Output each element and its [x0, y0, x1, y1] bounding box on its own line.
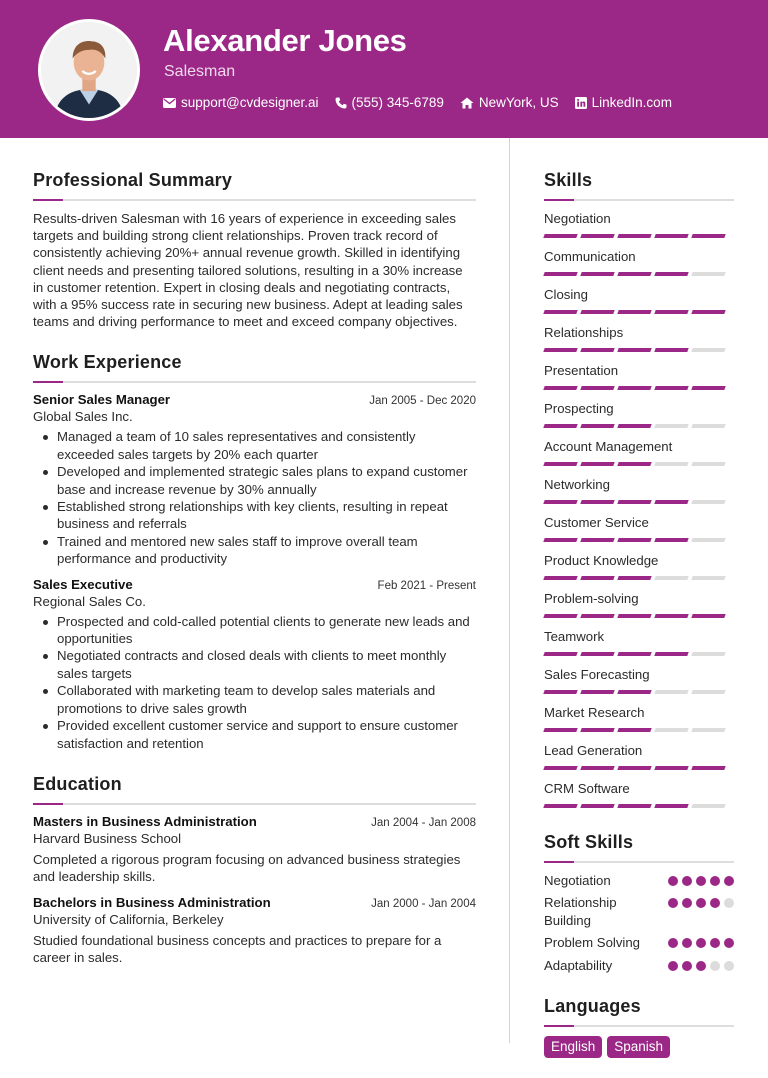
skill-level-segment [580, 766, 614, 770]
skill-level-segment [580, 234, 614, 238]
skill-level-bar [544, 348, 734, 356]
skill-level-segment [691, 424, 725, 428]
education-section [33, 774, 476, 967]
skill-name: Closing [544, 287, 588, 302]
contact-email[interactable] [163, 95, 319, 110]
skill-item [544, 362, 734, 394]
skill-name: Prospecting [544, 401, 614, 416]
summary-section [33, 170, 476, 330]
skill-level-segment [543, 424, 577, 428]
skill-level-segment [580, 348, 614, 352]
skill-level-segment [617, 538, 651, 542]
degree-title: Bachelors in Business Administration [33, 894, 271, 910]
section-title: Skills [544, 170, 593, 190]
soft-skill-name: Problem Solving [544, 935, 641, 951]
job-date: Jan 2005 - Dec 2020 [369, 395, 476, 408]
skill-name: Customer Service [544, 515, 649, 530]
header-banner [0, 0, 768, 138]
skill-level-segment [617, 500, 651, 504]
skill-level-segment [617, 272, 651, 276]
bullet-item: Managed a team of 10 sales representatives and consistently exceeded sales targets by 20% each quarter [33, 428, 476, 463]
job-header [33, 577, 476, 592]
skill-item [544, 704, 734, 736]
skill-item [544, 780, 734, 812]
soft-skill-item [544, 872, 734, 889]
profile-photo [38, 19, 140, 121]
skill-level-segment [691, 652, 725, 656]
contact-linkedin-text: LinkedIn.com [591, 95, 672, 110]
skill-level-segment [617, 462, 651, 466]
section-underline [33, 381, 476, 383]
rating-dot [668, 876, 678, 886]
soft-skill-rating [668, 872, 734, 886]
contact-phone-text: (555) 345-6789 [351, 95, 444, 110]
bullet-item: Prospected and cold-called potential clients to generate new leads and opportunities [33, 613, 476, 648]
skill-level-segment [691, 804, 725, 808]
bullet-item: Trained and mentored new sales staff to improve overall team performance and productivity [33, 533, 476, 568]
skill-level-segment [691, 690, 725, 694]
main-column [33, 170, 476, 967]
bullet-item: Provided excellent customer service and support to ensure customer satisfaction and retention [33, 717, 476, 752]
skill-level-segment [654, 462, 688, 466]
contact-location[interactable] [460, 95, 559, 110]
skill-item [544, 286, 734, 318]
skill-item [544, 590, 734, 622]
bullet-item: Collaborated with marketing team to develop sales materials and promotions to drive sales growth [33, 682, 476, 717]
skill-level-bar [544, 804, 734, 812]
skill-level-segment [543, 310, 577, 314]
education-entry [33, 814, 476, 886]
skill-level-segment [691, 310, 725, 314]
skill-level-segment [691, 462, 725, 466]
skill-level-segment [691, 500, 725, 504]
rating-dot [682, 876, 692, 886]
skill-level-segment [617, 690, 651, 694]
skill-name: Product Knowledge [544, 553, 659, 568]
skill-name: Relationships [544, 325, 624, 340]
skill-name: Market Research [544, 705, 645, 720]
home-icon [460, 97, 474, 109]
rating-dot [668, 961, 678, 971]
section-underline [544, 1025, 734, 1027]
envelope-icon [163, 98, 176, 108]
skill-level-segment [617, 310, 651, 314]
skill-level-segment [617, 348, 651, 352]
skill-level-segment [691, 766, 725, 770]
rating-dot [724, 961, 734, 971]
skill-level-segment [543, 386, 577, 390]
skill-level-segment [580, 538, 614, 542]
language-tag: Spanish [607, 1036, 670, 1058]
skill-level-segment [580, 728, 614, 732]
language-tag: English [544, 1036, 602, 1058]
soft-skill-item [544, 934, 734, 951]
skill-level-segment [617, 652, 651, 656]
skill-level-segment [543, 576, 577, 580]
bullet-item: Negotiated contracts and closed deals with clients to meet monthly sales targets [33, 647, 476, 682]
skill-item [544, 400, 734, 432]
skill-level-bar [544, 272, 734, 280]
sidebar-column [544, 170, 734, 1058]
skill-level-segment [580, 310, 614, 314]
skill-level-segment [654, 690, 688, 694]
skill-level-bar [544, 234, 734, 242]
job-title: Senior Sales Manager [33, 392, 171, 408]
job-bullets [33, 428, 476, 567]
skill-level-bar [544, 614, 734, 622]
rating-dot [696, 961, 706, 971]
skill-level-segment [654, 424, 688, 428]
skill-level-segment [617, 234, 651, 238]
candidate-name: Alexander Jones [163, 23, 407, 58]
skill-item [544, 628, 734, 660]
contact-linkedin[interactable] [575, 95, 672, 110]
education-description: Studied foundational business concepts and practices to prepare for a career in sales. [33, 932, 442, 966]
soft-skills-list [544, 872, 734, 974]
job-title: Sales Executive [33, 576, 133, 592]
soft-skills-section [544, 832, 734, 974]
skill-level-segment [617, 766, 651, 770]
contact-email-text: support@cvdesigner.ai [181, 95, 319, 110]
job-company: Regional Sales Co. [33, 593, 146, 609]
rating-dot [696, 938, 706, 948]
skill-item [544, 324, 734, 356]
soft-skill-rating [668, 894, 734, 908]
skill-level-segment [691, 614, 725, 618]
rating-dot [668, 898, 678, 908]
skill-level-segment [543, 766, 577, 770]
section-underline [544, 861, 734, 863]
rating-dot [696, 876, 706, 886]
section-title: Languages [544, 996, 641, 1017]
skill-level-bar [544, 576, 734, 584]
skill-level-bar [544, 766, 734, 774]
candidate-role: Salesman [164, 63, 236, 80]
rating-dot [682, 938, 692, 948]
school-name: Harvard Business School [33, 830, 182, 846]
job-date: Feb 2021 - Present [377, 579, 476, 592]
skill-level-segment [654, 804, 688, 808]
skill-level-bar [544, 538, 734, 546]
job-entry [33, 577, 476, 752]
contact-location-text: NewYork, US [478, 95, 559, 110]
soft-skill-rating [668, 957, 734, 971]
experience-section [33, 352, 476, 752]
education-entry [33, 895, 476, 967]
skill-level-segment [691, 538, 725, 542]
skill-item [544, 514, 734, 546]
skills-section [544, 170, 734, 812]
skill-level-segment [543, 462, 577, 466]
rating-dot [724, 898, 734, 908]
skill-item [544, 666, 734, 698]
skill-item [544, 210, 734, 242]
skill-level-bar [544, 386, 734, 394]
skill-level-segment [617, 728, 651, 732]
skill-level-segment [654, 310, 688, 314]
languages-section [544, 996, 734, 1058]
skill-name: Communication [544, 249, 636, 264]
skill-level-segment [580, 386, 614, 390]
skill-name: CRM Software [544, 781, 630, 796]
skill-item [544, 476, 734, 508]
soft-skill-name: Negotiation [544, 873, 611, 888]
skill-level-segment [691, 576, 725, 580]
skill-level-segment [691, 272, 725, 276]
section-title: Soft Skills [544, 832, 634, 852]
school-name: University of California, Berkeley [33, 911, 224, 927]
job-header [33, 392, 476, 407]
skill-level-segment [654, 234, 688, 238]
person-portrait-icon [41, 22, 137, 118]
skill-name: Problem-solving [544, 591, 639, 606]
skill-level-segment [543, 728, 577, 732]
section-title: Work Experience [33, 352, 182, 373]
skill-name: Lead Generation [544, 743, 643, 758]
soft-skill-item [544, 894, 734, 929]
skill-level-bar [544, 310, 734, 318]
summary-text: Results-driven Salesman with 16 years of experience in exceeding sales targets and building strong client relationships. Proven track record of consistently achieving 20%+ annual revenue growth. Skilled in identifying client needs and presenting tailored solutions, resulting in a 30% increase in customer retention. Expert in closing deals and negotiating contracts, with a 95% success rate in securing new business. Adept at leading sales teams and driving performance to meet and exceed company objectives. [33, 211, 463, 330]
skill-level-bar [544, 424, 734, 432]
skill-level-segment [580, 690, 614, 694]
contact-bar [163, 95, 688, 110]
skill-name: Teamwork [544, 629, 605, 644]
rating-dot [724, 876, 734, 886]
skill-level-segment [543, 272, 577, 276]
rating-dot [710, 898, 720, 908]
skill-name: Presentation [544, 363, 619, 378]
education-date: Jan 2000 - Jan 2004 [371, 897, 476, 910]
skill-item [544, 248, 734, 280]
skill-level-bar [544, 500, 734, 508]
skill-level-segment [617, 614, 651, 618]
skill-level-segment [580, 500, 614, 504]
section-title: Education [33, 773, 122, 794]
skill-level-segment [654, 538, 688, 542]
skill-level-segment [543, 652, 577, 656]
skill-level-segment [654, 272, 688, 276]
skill-level-segment [543, 614, 577, 618]
skill-name: Networking [544, 477, 610, 492]
skill-level-segment [654, 386, 688, 390]
skill-level-bar [544, 690, 734, 698]
skill-level-segment [617, 424, 651, 428]
soft-skill-name: Adaptability [544, 957, 613, 973]
skill-level-segment [654, 652, 688, 656]
skill-level-segment [543, 804, 577, 808]
skill-item [544, 552, 734, 584]
skill-level-segment [654, 500, 688, 504]
skill-level-segment [543, 234, 577, 238]
rating-dot [724, 938, 734, 948]
skill-name: Sales Forecasting [544, 667, 650, 682]
education-header [33, 895, 476, 910]
skill-level-segment [580, 652, 614, 656]
skill-level-segment [691, 386, 725, 390]
skill-level-segment [654, 348, 688, 352]
skill-level-bar [544, 728, 734, 736]
rating-dot [696, 898, 706, 908]
skill-item [544, 438, 734, 470]
skill-level-segment [543, 690, 577, 694]
skill-name: Negotiation [544, 211, 611, 226]
skill-level-segment [654, 728, 688, 732]
skill-level-segment [543, 538, 577, 542]
skill-level-segment [580, 614, 614, 618]
rating-dot [710, 876, 720, 886]
rating-dot [710, 938, 720, 948]
rating-dot [682, 898, 692, 908]
skill-level-segment [580, 272, 614, 276]
job-entry [33, 392, 476, 567]
skill-level-segment [543, 348, 577, 352]
skill-level-bar [544, 652, 734, 660]
bullet-item: Developed and implemented strategic sales plans to expand customer base and increase revenue by 30% annually [33, 463, 476, 498]
job-company: Global Sales Inc. [33, 409, 133, 425]
skill-level-segment [691, 234, 725, 238]
soft-skill-rating [668, 934, 734, 948]
section-title: Professional Summary [33, 170, 233, 190]
column-divider [509, 138, 510, 1043]
rating-dot [710, 961, 720, 971]
linkedin-icon [575, 97, 587, 109]
language-tags [544, 1036, 734, 1058]
contact-phone[interactable] [335, 95, 444, 110]
soft-skill-name: Relationship Building [544, 895, 617, 928]
skill-level-segment [654, 614, 688, 618]
skill-level-segment [691, 728, 725, 732]
phone-icon [335, 97, 347, 109]
skills-list [544, 210, 734, 812]
skill-level-segment [580, 462, 614, 466]
section-underline [33, 803, 476, 805]
skill-name: Account Management [544, 439, 673, 454]
skill-level-segment [617, 386, 651, 390]
skill-level-segment [580, 424, 614, 428]
bullet-item: Established strong relationships with key clients, resulting in repeat business and referrals [33, 498, 476, 533]
education-description: Completed a rigorous program focusing on advanced business strategies and leadership skills. [33, 851, 461, 885]
skill-level-segment [580, 804, 614, 808]
skill-level-segment [691, 348, 725, 352]
skill-level-segment [654, 576, 688, 580]
skill-level-segment [617, 804, 651, 808]
job-bullets [33, 613, 476, 752]
skill-level-segment [654, 766, 688, 770]
degree-title: Masters in Business Administration [33, 813, 257, 829]
rating-dot [682, 961, 692, 971]
education-header [33, 814, 476, 829]
skill-level-segment [617, 576, 651, 580]
section-underline [544, 199, 734, 201]
education-date: Jan 2004 - Jan 2008 [371, 816, 476, 829]
section-underline [33, 199, 476, 201]
skill-level-bar [544, 462, 734, 470]
skill-item [544, 742, 734, 774]
skill-level-segment [543, 500, 577, 504]
soft-skill-item [544, 957, 734, 974]
rating-dot [668, 938, 678, 948]
skill-level-segment [580, 576, 614, 580]
